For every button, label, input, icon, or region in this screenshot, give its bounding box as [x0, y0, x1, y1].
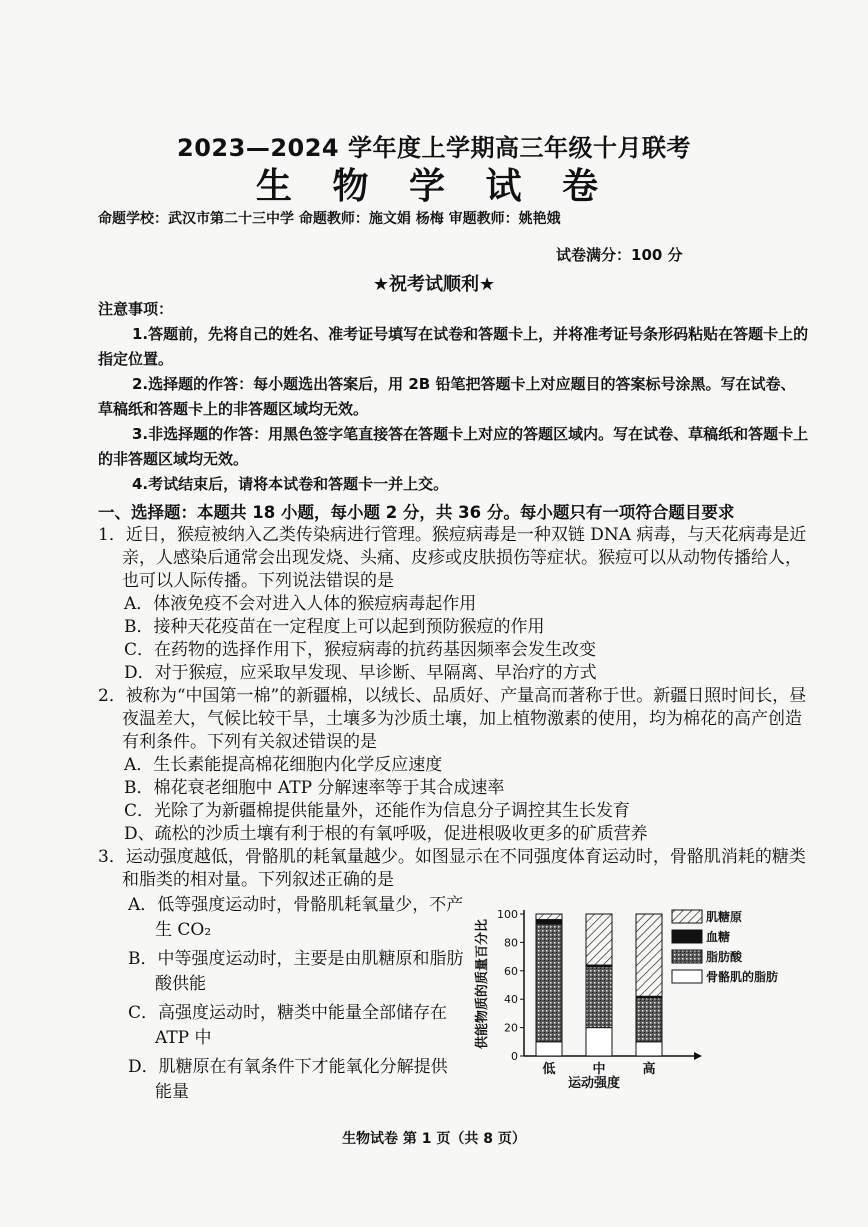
bar-segment: [636, 914, 662, 996]
x-tick-label: 中: [592, 1062, 606, 1077]
notice-heading: 注意事项：: [98, 300, 174, 318]
bar-segment: [586, 914, 612, 965]
bars: [536, 914, 662, 1077]
question-stem: 2．被称为“中国第一棉”的新疆棉，以绒长、品质好、产量高而著称于世。新疆日照时间长，昼夜温差大，气候比较干旱，土壤多为沙质土壤，加上植物激素的使用，均为棉花的高产创造有利条件。下列有关叙述错误的是: [98, 686, 807, 752]
bar-segment: [536, 1042, 562, 1056]
legend-label: 肌糖原: [706, 910, 743, 924]
bar-segment: [586, 967, 612, 1028]
question-3-options: [128, 893, 464, 1109]
option-b: B．接种天花疫苗在一定程度上可以起到预防猴痘的作用: [124, 617, 545, 637]
legend: [672, 909, 778, 984]
good-luck-banner: ★祝考试顺利★: [372, 274, 496, 295]
question-2: [98, 685, 810, 846]
notice-item: 3.非选择题的作答：用黑色签字笔直接答在答题卡上对应的答题区域内。写在试卷、草稿纸和答题卡上的非答题区域均无效。: [98, 425, 809, 468]
energy-source-chart: [466, 898, 816, 1098]
section-heading: 一、选择题：本题共 18 小题，每小题 2 分，共 36 分。每小题只有一项符合题目要求: [98, 503, 735, 522]
y-tick-label: 40: [504, 993, 518, 1007]
option-a: A．生长素能提高棉花细胞内化学反应速度: [124, 755, 443, 775]
legend-label: 骨骼肌的脂肪: [706, 970, 779, 984]
question-3: [98, 846, 810, 892]
option-c: C．高强度运动时，糖类中能量全部储存在 ATP 中: [128, 1003, 448, 1048]
x-tick-label: 低: [542, 1062, 556, 1077]
notice-list: [98, 322, 810, 497]
full-score: 试卷满分：100 分: [556, 246, 683, 264]
question-stem: 3．运动强度越低，骨骼肌的耗氧量越少。如图显示在不同强度体育运动时，骨骼肌消耗的糖类和脂类的相对量。下列叙述正确的是: [98, 847, 806, 890]
y-axis-label: 供能物质的质量百分比: [475, 918, 490, 1050]
x-tick-label: 高: [642, 1062, 656, 1077]
option-b: B．棉花衰老细胞中 ATP 分解速率等于其合成速率: [124, 778, 505, 798]
bar-segment: [636, 998, 662, 1042]
option-d: D．对于猴痘，应采取早发现、早诊断、早隔离、早治疗的方式: [124, 663, 597, 683]
option-c: C．在药物的选择作用下，猴痘病毒的抗药基因频率会发生改变: [124, 640, 597, 660]
y-tick-label: 100: [497, 908, 518, 921]
y-tick-label: 80: [504, 936, 518, 950]
option-d: D．肌糖原在有氧条件下才能氧化分解提供能量: [128, 1057, 448, 1102]
option-d: D、疏松的沙质土壤有利于根的有氧呼吸，促进根吸收更多的矿质营养: [124, 824, 648, 844]
x-axis-arrow: [694, 1052, 702, 1060]
legend-label: 血糖: [706, 930, 731, 944]
legend-swatch: [672, 970, 702, 983]
option-a: A．体液免疫不会对进入人体的猴痘病毒起作用: [124, 594, 477, 614]
bar-segment: [536, 914, 562, 920]
bar-segment: [586, 1028, 612, 1056]
legend-swatch: [672, 950, 702, 963]
credits-line: 命题学校：武汉市第二十三中学 命题教师：施文娟 杨梅 审题教师：姚艳娥: [98, 211, 561, 227]
bar-segment: [636, 1042, 662, 1056]
page-footer: 生物试卷 第 1 页（共 8 页）: [342, 1131, 526, 1147]
notice-item: 4.考试结束后，请将本试卷和答题卡一并上交。: [132, 475, 449, 493]
option-c: C．光除了为新疆棉提供能量外，还能作为信息分子调控其生长发育: [124, 801, 631, 821]
question-stem: 1．近日，猴痘被纳入乙类传染病进行管理。猴痘病毒是一种双链 DNA 病毒，与天花病毒是近亲，人感染后通常会出现发烧、头痛、皮疹或皮肤损伤等症状。猴痘可以从动物传播给人，也可以人际传播。下列说法错误的是: [98, 525, 807, 591]
y-tick-label: 20: [504, 1021, 518, 1035]
legend-swatch: [672, 910, 702, 923]
option-a: A．低等强度运动时，骨骼肌耗氧量少，不产生 CO₂: [128, 895, 464, 940]
option-b: B．中等强度运动时，主要是由肌糖原和脂肪酸供能: [128, 949, 464, 994]
legend-label: 脂肪酸: [706, 950, 743, 964]
subject-title: 生 物 学 试 卷: [255, 166, 613, 207]
bar-segment: [536, 920, 562, 924]
notice-item: 1.答题前，先将自己的姓名、准考证号填写在试卷和答题卡上，并将准考证号条形码粘贴在答题卡上的指定位置。: [98, 325, 809, 368]
notice-item: 2.选择题的作答：每小题选出答案后，用 2B 铅笔把答题卡上对应题目的答案标号涂黑。写在试卷、草稿纸和答题卡上的非答题区域均无效。: [98, 375, 796, 418]
exam-title: 2023—2024 学年度上学期高三年级十月联考: [177, 134, 691, 162]
question-1: [98, 524, 810, 685]
y-tick-label: 60: [504, 964, 518, 978]
y-tick-label: 0: [511, 1050, 518, 1063]
bar-segment: [536, 924, 562, 1042]
legend-swatch: [672, 930, 702, 943]
x-axis-label: 运动强度: [567, 1076, 621, 1091]
